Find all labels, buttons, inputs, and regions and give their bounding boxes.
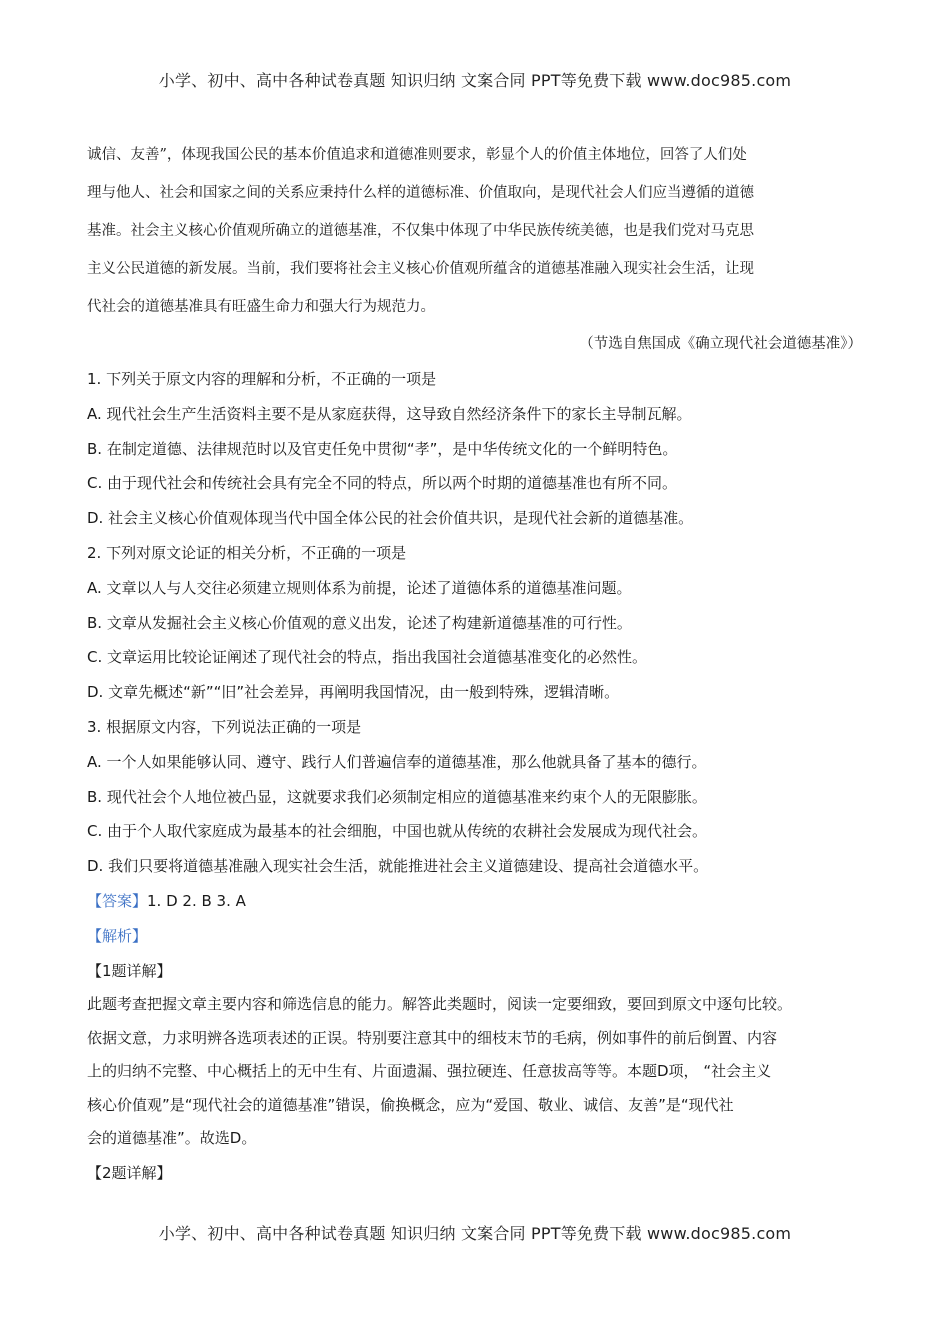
detail-2-heading: 【2题详解】: [87, 1163, 172, 1182]
passage: [87, 136, 872, 326]
option-a: A. 文章以人与人交往必须建立规则体系为前提，论述了道德体系的道德基准问题。: [87, 578, 632, 597]
answer-text: 1. D 2. B 3. A: [147, 891, 246, 910]
passage-line: 代社会的道德基准具有旺盛生命力和强大行为规范力。: [87, 299, 435, 315]
analysis-heading: [87, 919, 872, 954]
answer-tag: 【答案】: [87, 891, 148, 910]
page-footer: 小学、初中、高中各种试卷真题 知识归纳 文案合同 PPT等免费下载 www.doc985.com: [158, 1224, 792, 1243]
option-b: B. 文章从发掘社会主义核心价值观的意义出发，论述了构建新道德基准的可行性。: [87, 613, 632, 632]
analysis-line: 核心价值观”是“现代社会的道德基准”错误，偷换概念，应为“爱国、敬业、诚信、友善”是“现代社: [87, 1095, 734, 1114]
option-b: B. 在制定道德、法律规范时以及官吏任免中贯彻“孝”，是中华传统文化的一个鲜明特色。: [87, 439, 678, 458]
option-d: D. 社会主义核心价值观体现当代中国全体公民的社会价值共识，是现代社会新的道德基准。: [87, 509, 694, 528]
passage-line: 基准。社会主义核心价值观所确立的道德基准，不仅集中体现了中华民族传统美德，也是我们党对马克思: [87, 223, 754, 239]
option-d: D. 我们只要将道德基准融入现实社会生活，就能推进社会主义道德建设、提高社会道德水平。: [87, 857, 709, 876]
analysis-line: 此题考查把握文章主要内容和筛选信息的能力。解答此类题时，阅读一定要细致，要回到原文中逐句比较。: [87, 995, 793, 1014]
detail-1-heading: 【1题详解】: [87, 961, 172, 980]
analysis-line: 上的归纳不完整、中心概括上的无中生有、片面遗漏、强拉硬连、任意拔高等等。本题D项， “社会主义: [87, 1062, 772, 1081]
analysis-tag: 【解析】: [87, 926, 148, 945]
question-stem: 1. 下列关于原文内容的理解和分析，不正确的一项是: [87, 370, 437, 388]
page-header: 小学、初中、高中各种试卷真题 知识归纳 文案合同 PPT等免费下载 www.doc985.com: [158, 71, 792, 90]
question-2: [87, 536, 872, 710]
question-3: [87, 710, 872, 884]
option-c: C. 由于现代社会和传统社会具有完全不同的特点，所以两个时期的道德基准也有所不同。: [87, 474, 678, 493]
document-body: [87, 136, 872, 1191]
passage-source: （节选自焦国成《确立现代社会道德基准》）: [579, 336, 862, 352]
option-c: C. 由于个人取代家庭成为最基本的社会细胞，中国也就从传统的农耕社会发展成为现代社会。: [87, 822, 708, 841]
option-c: C. 文章运用比较论证阐述了现代社会的特点，指出我国社会道德基准变化的必然性。: [87, 648, 648, 667]
answer-line: [87, 884, 872, 919]
option-b: B. 现代社会个人地位被凸显，这就要求我们必须制定相应的道德基准来约束个人的无限膨胀。: [87, 787, 707, 806]
question-stem: 3. 根据原文内容，下列说法正确的一项是: [87, 717, 362, 736]
question-1: [87, 362, 872, 536]
option-d: D. 文章先概述“新”“旧”社会差异，再阐明我国情况，由一般到特殊，逻辑清晰。: [87, 683, 620, 702]
analysis-line: 会的道德基准”。故选D。: [87, 1129, 257, 1148]
passage-line: 理与他人、社会和国家之间的关系应秉持什么样的道德标准、价值取向，是现代社会人们应当遵循的道德: [87, 185, 754, 201]
passage-line: 主义公民道德的新发展。当前，我们要将社会主义核心价值观所蕴含的道德基准融入现实社会生活，让现: [87, 261, 754, 277]
detail-1-body: [87, 988, 872, 1156]
passage-line: 诚信、友善”，体现我国公民的基本价值追求和道德准则要求，彰显个人的价值主体地位，回答了人们处: [87, 147, 747, 163]
analysis-line: 依据文意，力求明辨各选项表述的正误。特别要注意其中的细枝末节的毛病，例如事件的前后倒置、内容: [87, 1028, 778, 1047]
option-a: A. 现代社会生产生活资料主要不是从家庭获得，这导致自然经济条件下的家长主导制瓦解。: [87, 404, 692, 423]
option-a: A. 一个人如果能够认同、遵守、践行人们普遍信奉的道德基准，那么他就具备了基本的德行。: [87, 752, 707, 771]
question-stem: 2. 下列对原文论证的相关分析，不正确的一项是: [87, 543, 407, 562]
